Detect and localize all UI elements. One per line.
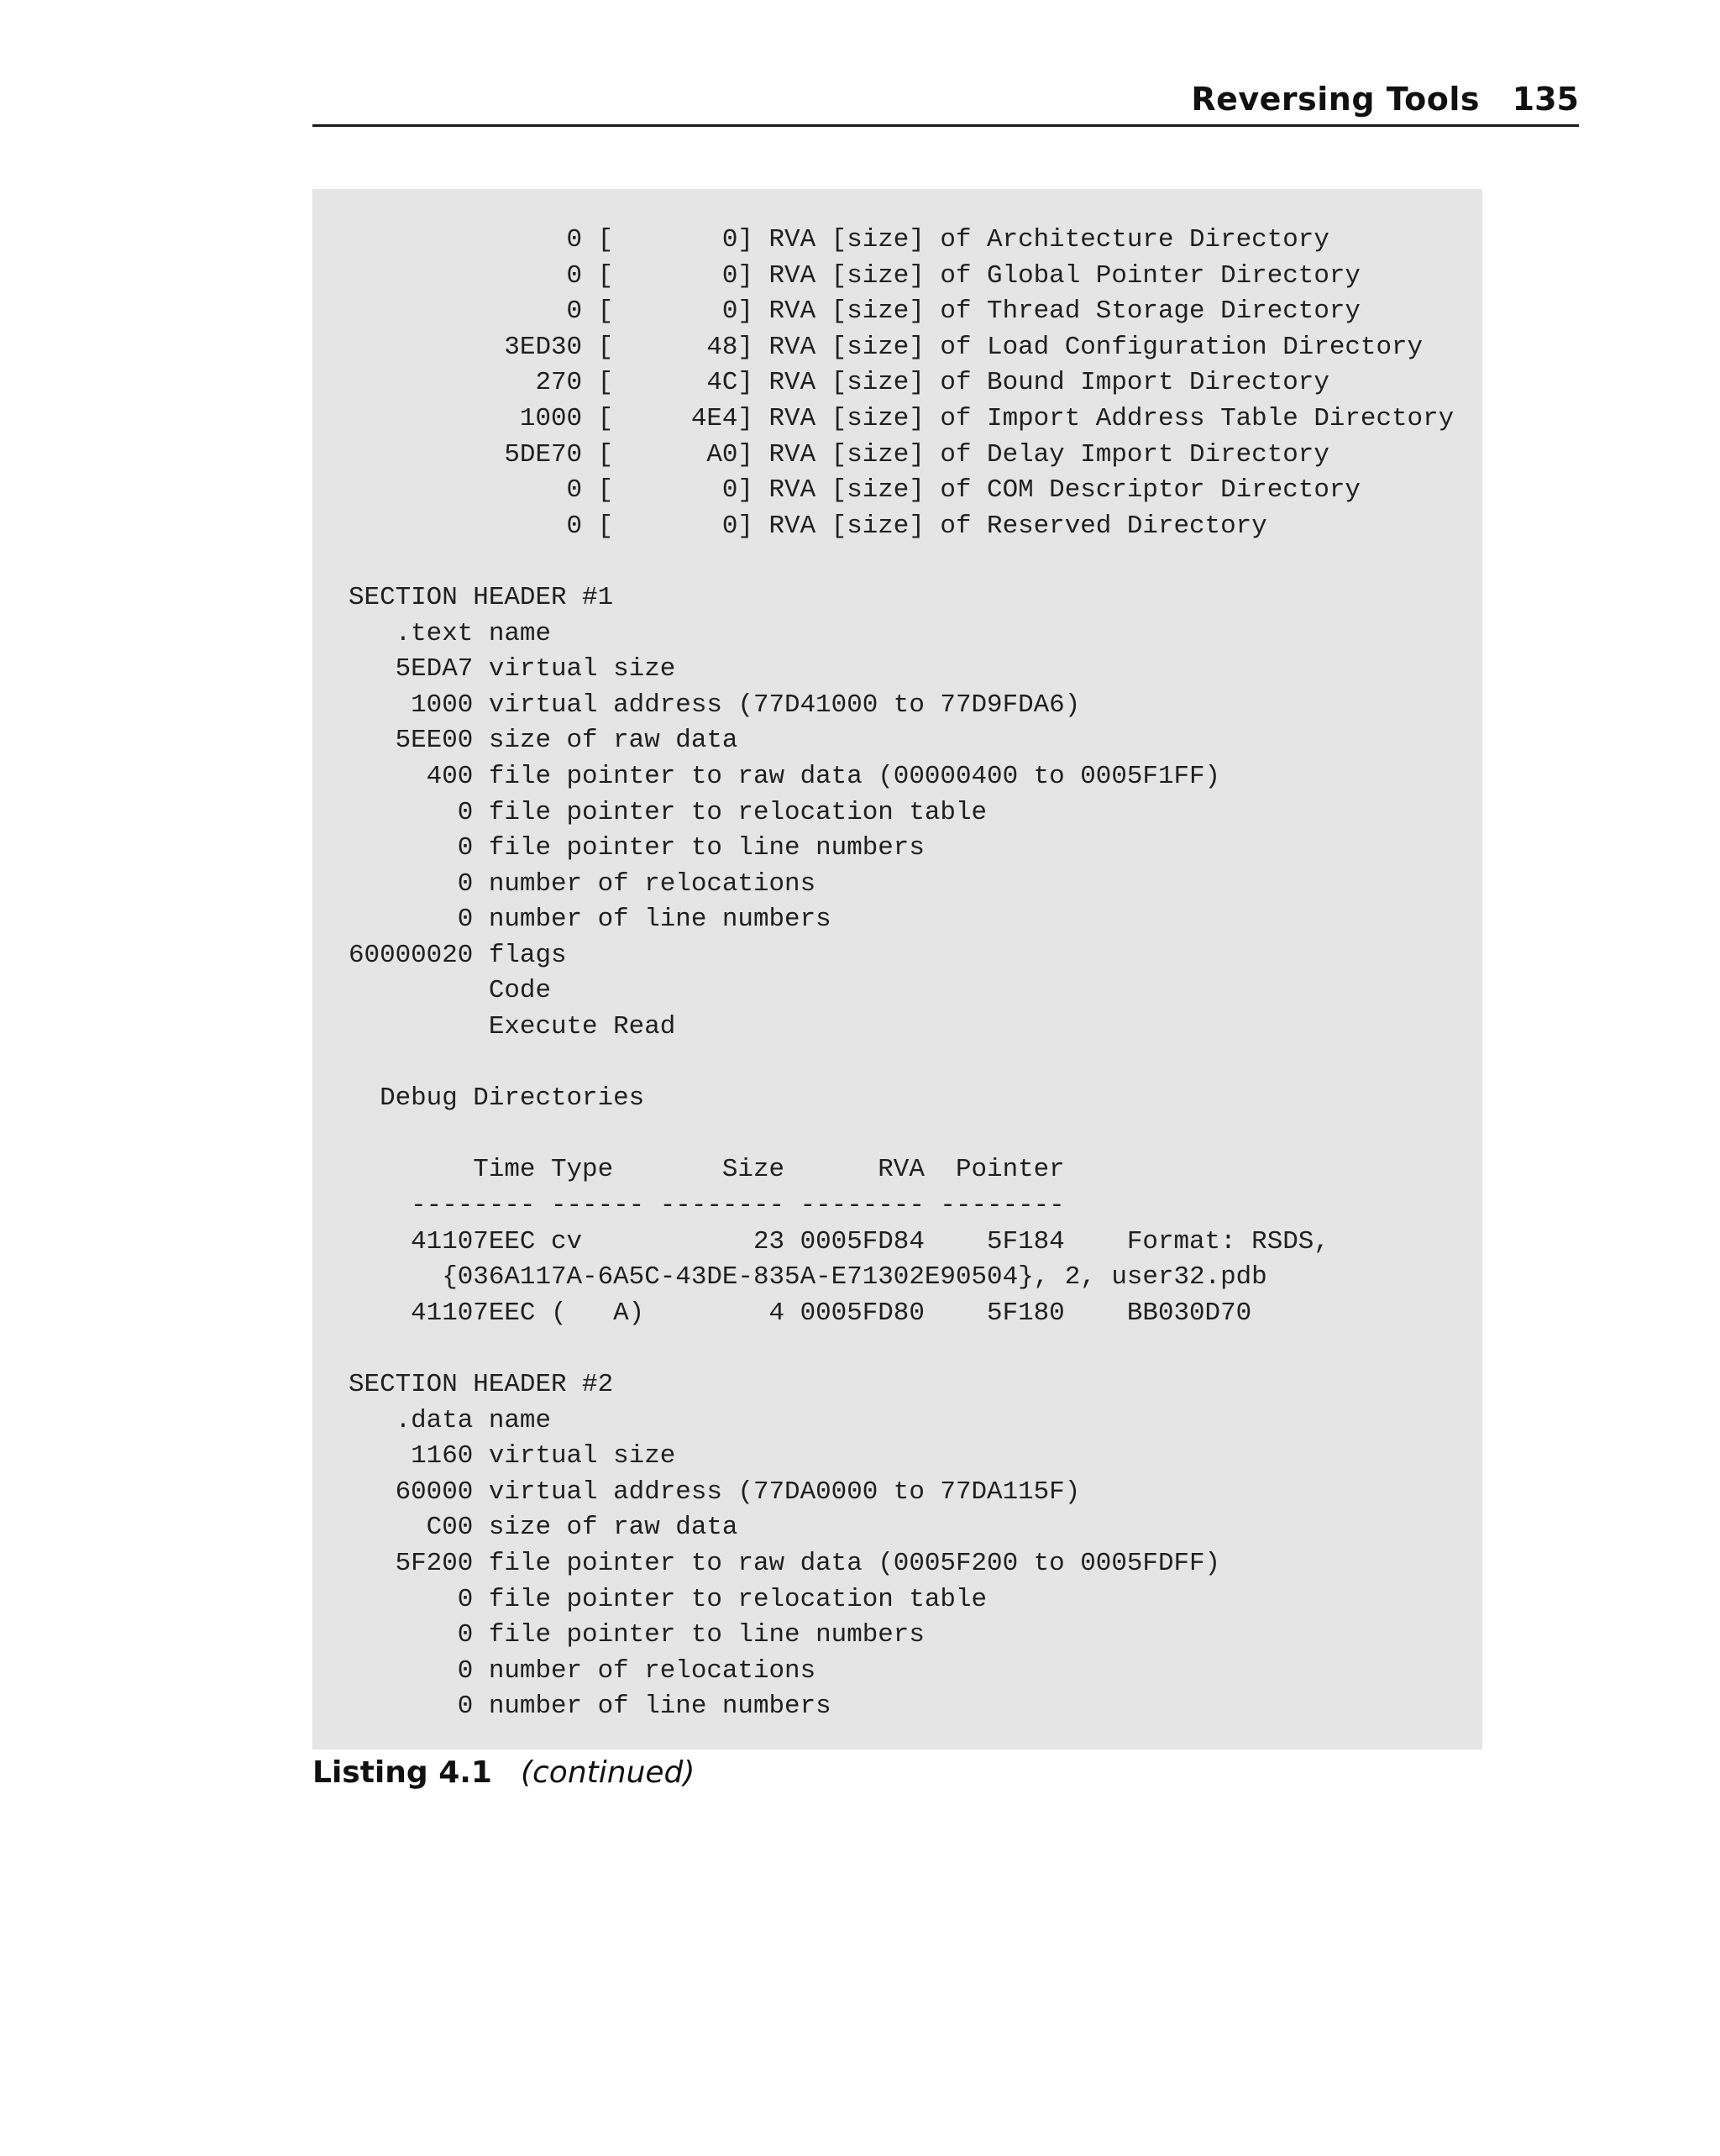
code-line: SECTION HEADER #1 <box>349 582 614 612</box>
code-line: 0 number of relocations <box>349 1655 816 1686</box>
code-line: Execute Read <box>349 1012 676 1042</box>
code-line: Debug Directories <box>349 1083 645 1114</box>
code-line: C00 size of raw data <box>349 1513 738 1543</box>
listing-caption-label: Listing 4.1 <box>312 1755 492 1790</box>
code-listing <box>349 223 1454 1725</box>
listing-caption <box>312 1755 695 1790</box>
code-line: 60000020 flags <box>349 940 567 970</box>
running-header-title: Reversing Tools <box>1191 81 1480 118</box>
code-line: 60000 virtual address (77DA0000 to 77DA115F) <box>349 1477 1081 1507</box>
listing-caption-text: (continued) <box>520 1755 695 1790</box>
code-line: 5EDA7 virtual size <box>349 654 676 685</box>
code-line: -------- ------ -------- -------- -------- <box>349 1191 1065 1221</box>
code-line: 1000 [ 4E4] RVA [size] of Import Address Table Directory <box>349 403 1455 433</box>
code-line: 1000 virtual address (77D41000 to 77D9FDA6) <box>349 690 1081 720</box>
code-line: 400 file pointer to raw data (00000400 to 0005F1FF) <box>349 761 1221 791</box>
code-line: 0 [ 0] RVA [size] of COM Descriptor Directory <box>349 475 1361 506</box>
running-header <box>312 76 1579 127</box>
code-line: 0 file pointer to relocation table <box>349 797 988 827</box>
code-line: {036A117A-6A5C-43DE-835A-E71302E90504}, 2, user32.pdb <box>349 1262 1267 1293</box>
code-line: 0 number of relocations <box>349 868 816 899</box>
code-line: 0 [ 0] RVA [size] of Thread Storage Directory <box>349 296 1361 327</box>
code-line: 5EE00 size of raw data <box>349 726 738 756</box>
code-line: Time Type Size RVA Pointer <box>349 1155 1065 1185</box>
code-line: 5DE70 [ A0] RVA [size] of Delay Import Directory <box>349 439 1329 469</box>
code-line: 0 number of line numbers <box>349 1692 831 1722</box>
code-line: 41107EEC ( A) 4 0005FD80 5F180 BB030D70 <box>349 1298 1252 1328</box>
code-line: SECTION HEADER #2 <box>349 1370 614 1399</box>
code-line: 41107EEC cv 23 0005FD84 5F184 Format: RSDS, <box>349 1226 1329 1256</box>
code-line: 0 number of line numbers <box>349 905 831 935</box>
code-line: Code <box>349 976 551 1006</box>
code-line: 0 [ 0] RVA [size] of Global Pointer Directory <box>349 260 1361 291</box>
code-line: 0 [ 0] RVA [size] of Architecture Directory <box>349 225 1329 254</box>
page-number: 135 <box>1512 81 1579 118</box>
code-line: 0 file pointer to line numbers <box>349 833 925 863</box>
code-line: 3ED30 [ 48] RVA [size] of Load Configuration Directory <box>349 332 1424 362</box>
code-line: 0 file pointer to relocation table <box>349 1584 988 1614</box>
code-line: 270 [ 4C] RVA [size] of Bound Import Directory <box>349 368 1329 398</box>
code-line: 0 [ 0] RVA [size] of Reserved Directory <box>349 511 1267 541</box>
code-line: .text name <box>349 618 551 648</box>
code-line: 1160 virtual size <box>349 1441 676 1471</box>
code-line: 0 file pointer to line numbers <box>349 1620 925 1650</box>
code-listing-box <box>312 189 1482 1749</box>
code-line: 5F200 file pointer to raw data (0005F200 to 0005FDFF) <box>349 1548 1221 1578</box>
code-line: .data name <box>349 1405 551 1435</box>
